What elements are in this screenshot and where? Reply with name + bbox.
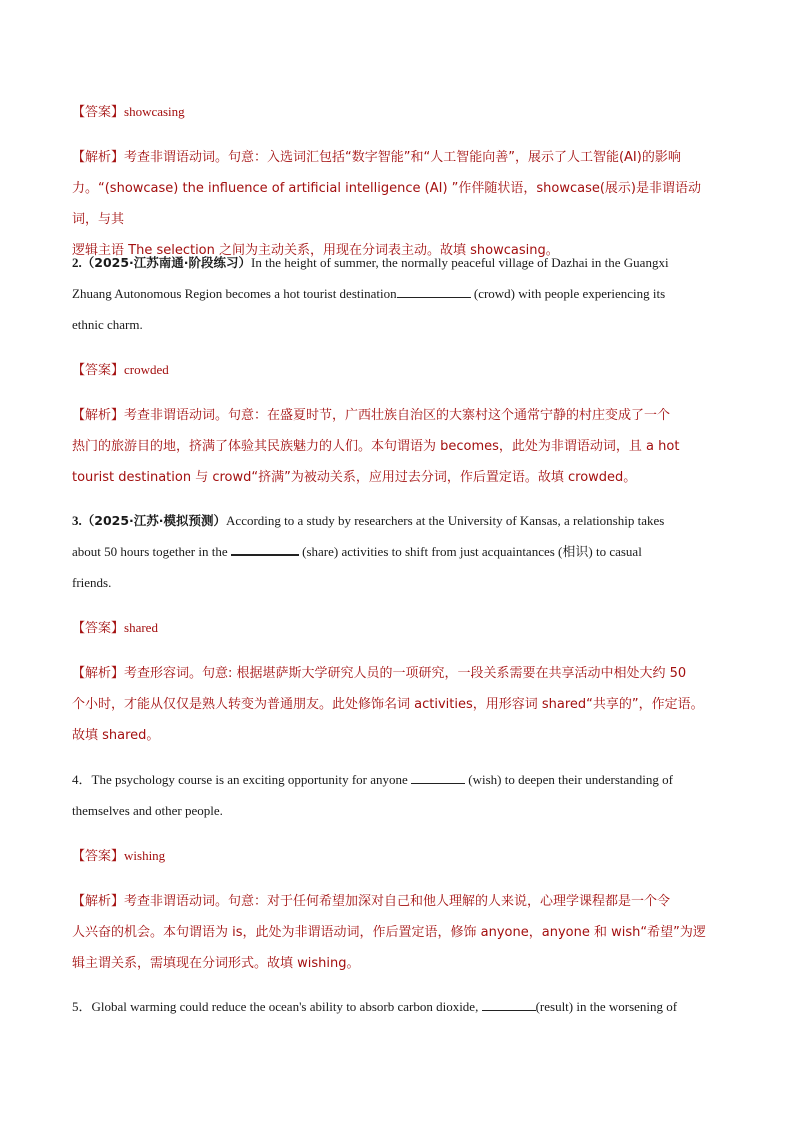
- q2-number: 2.: [72, 255, 82, 270]
- q5-text-line1b: (result) in the worsening of: [535, 999, 678, 1014]
- q5-question: [72, 991, 722, 1022]
- answer-tag: 【答案】: [72, 621, 125, 636]
- q2-blank[interactable]: [397, 283, 471, 298]
- q5-number: 5．: [72, 999, 92, 1014]
- q2-text-line3: ethnic charm.: [72, 317, 143, 332]
- q2-text-line2a: Zhuang Autonomous Region becomes a hot tourist destination: [72, 286, 397, 301]
- q3-text-line1: According to a study by researchers at the University of Kansas, a relationship takes: [226, 513, 665, 528]
- q3-text-line3: friends.: [72, 575, 112, 590]
- q4-text-line2: themselves and other people.: [72, 803, 223, 818]
- q3-text-line2b: (share) activities to shift from just acquaintances (相识) to casual: [302, 544, 642, 559]
- q3-source: （2025·江苏·模拟预测）: [81, 513, 227, 528]
- analysis-tag: 【解析】: [72, 666, 125, 681]
- q1-analysis-line3: 逻辑主语 The selection 之间为主动关系，用现在分词表主动。故填 showcasing。: [72, 243, 559, 258]
- q5-blank[interactable]: [482, 996, 536, 1011]
- q3-number: 3.: [72, 513, 82, 528]
- q3-text-line2a: about 50 hours together in the: [72, 544, 228, 559]
- q4-text-line1b: (wish) to deepen their understanding of: [468, 772, 673, 787]
- q2-text-line2b: (crowd) with people experiencing its: [473, 286, 666, 301]
- q3-blank[interactable]: [231, 540, 299, 556]
- q3-answer: [72, 612, 722, 644]
- q1-answer: [72, 96, 722, 128]
- q4-blank[interactable]: [411, 769, 465, 784]
- answer-tag: 【答案】: [72, 363, 125, 378]
- q2-source: （2025·江苏南通·阶段练习）: [81, 255, 252, 270]
- q1-answer-value: showcasing: [124, 104, 185, 119]
- analysis-tag: 【解析】: [72, 150, 125, 165]
- q2-analysis: [72, 399, 722, 493]
- q4-answer: [72, 840, 722, 872]
- q4-analysis-line3: 辑主谓关系，需填现在分词形式。故填 wishing。: [72, 956, 360, 971]
- q3-analysis-line3: 故填 shared。: [72, 728, 160, 743]
- q4-text-line1a: The psychology course is an exciting opportunity for anyone: [91, 772, 408, 787]
- q4-answer-value: wishing: [124, 848, 166, 863]
- q3-question: [72, 505, 722, 598]
- q2-question: [72, 247, 722, 340]
- q3-analysis-line1: 考查形容词。句意: 根据堪萨斯大学研究人员的一项研究，一段关系需要在共享活动中相处大约 50: [124, 666, 687, 681]
- q2-analysis-line1: 考查非谓语动词。句意：在盛夏时节，广西壮族自治区的大寨村这个通常宁静的村庄变成了一个: [124, 408, 671, 423]
- q1-analysis-line1: 考查非谓语动词。句意：入选词汇包括“数字智能”和“人工智能向善”，展示了人工智能(AI)的影响: [124, 150, 681, 165]
- q3-analysis-line2: 个小时，才能从仅仅是熟人转变为普通朋友。此处修饰名词 activities，用形容词 shared“共享的”，作定语。: [72, 697, 704, 712]
- q4-number: 4．: [72, 772, 92, 787]
- q2-answer: [72, 354, 722, 386]
- q1-analysis-line2: 力。“(showcase) the influence of artificial intelligence (AI) ”作伴随状语，showcase(展示)是非谓语动词，与其: [72, 181, 702, 227]
- q4-analysis-line2: 人兴奋的机会。本句谓语为 is，此处为非谓语动词，作后置定语，修饰 anyone，anyone 和 wish“希望”为逻: [72, 925, 706, 940]
- q5-text-line1a: Global warming could reduce the ocean's ability to absorb carbon dioxide,: [91, 999, 479, 1014]
- q2-text-line1: In the height of summer, the normally peaceful village of Dazhai in the Guangxi: [251, 255, 669, 270]
- answer-tag: 【答案】: [72, 849, 125, 864]
- q4-analysis-line1: 考查非谓语动词。句意：对于任何希望加深对自己和他人理解的人来说，心理学课程都是一个令: [124, 894, 671, 909]
- q3-answer-value: shared: [124, 620, 158, 635]
- answer-tag: 【答案】: [72, 105, 125, 120]
- analysis-tag: 【解析】: [72, 894, 125, 909]
- analysis-tag: 【解析】: [72, 408, 125, 423]
- q4-question: [72, 764, 722, 826]
- q4-analysis: [72, 885, 722, 979]
- q3-analysis: [72, 657, 722, 751]
- q2-answer-value: crowded: [124, 362, 169, 377]
- q2-analysis-line2: 热门的旅游目的地，挤满了体验其民族魅力的人们。本句谓语为 becomes，此处为非谓语动词，且 a hot: [72, 439, 680, 454]
- q2-analysis-line3: tourist destination 与 crowd“挤满”为被动关系，应用过去分词，作后置定语。故填 crowded。: [72, 470, 637, 485]
